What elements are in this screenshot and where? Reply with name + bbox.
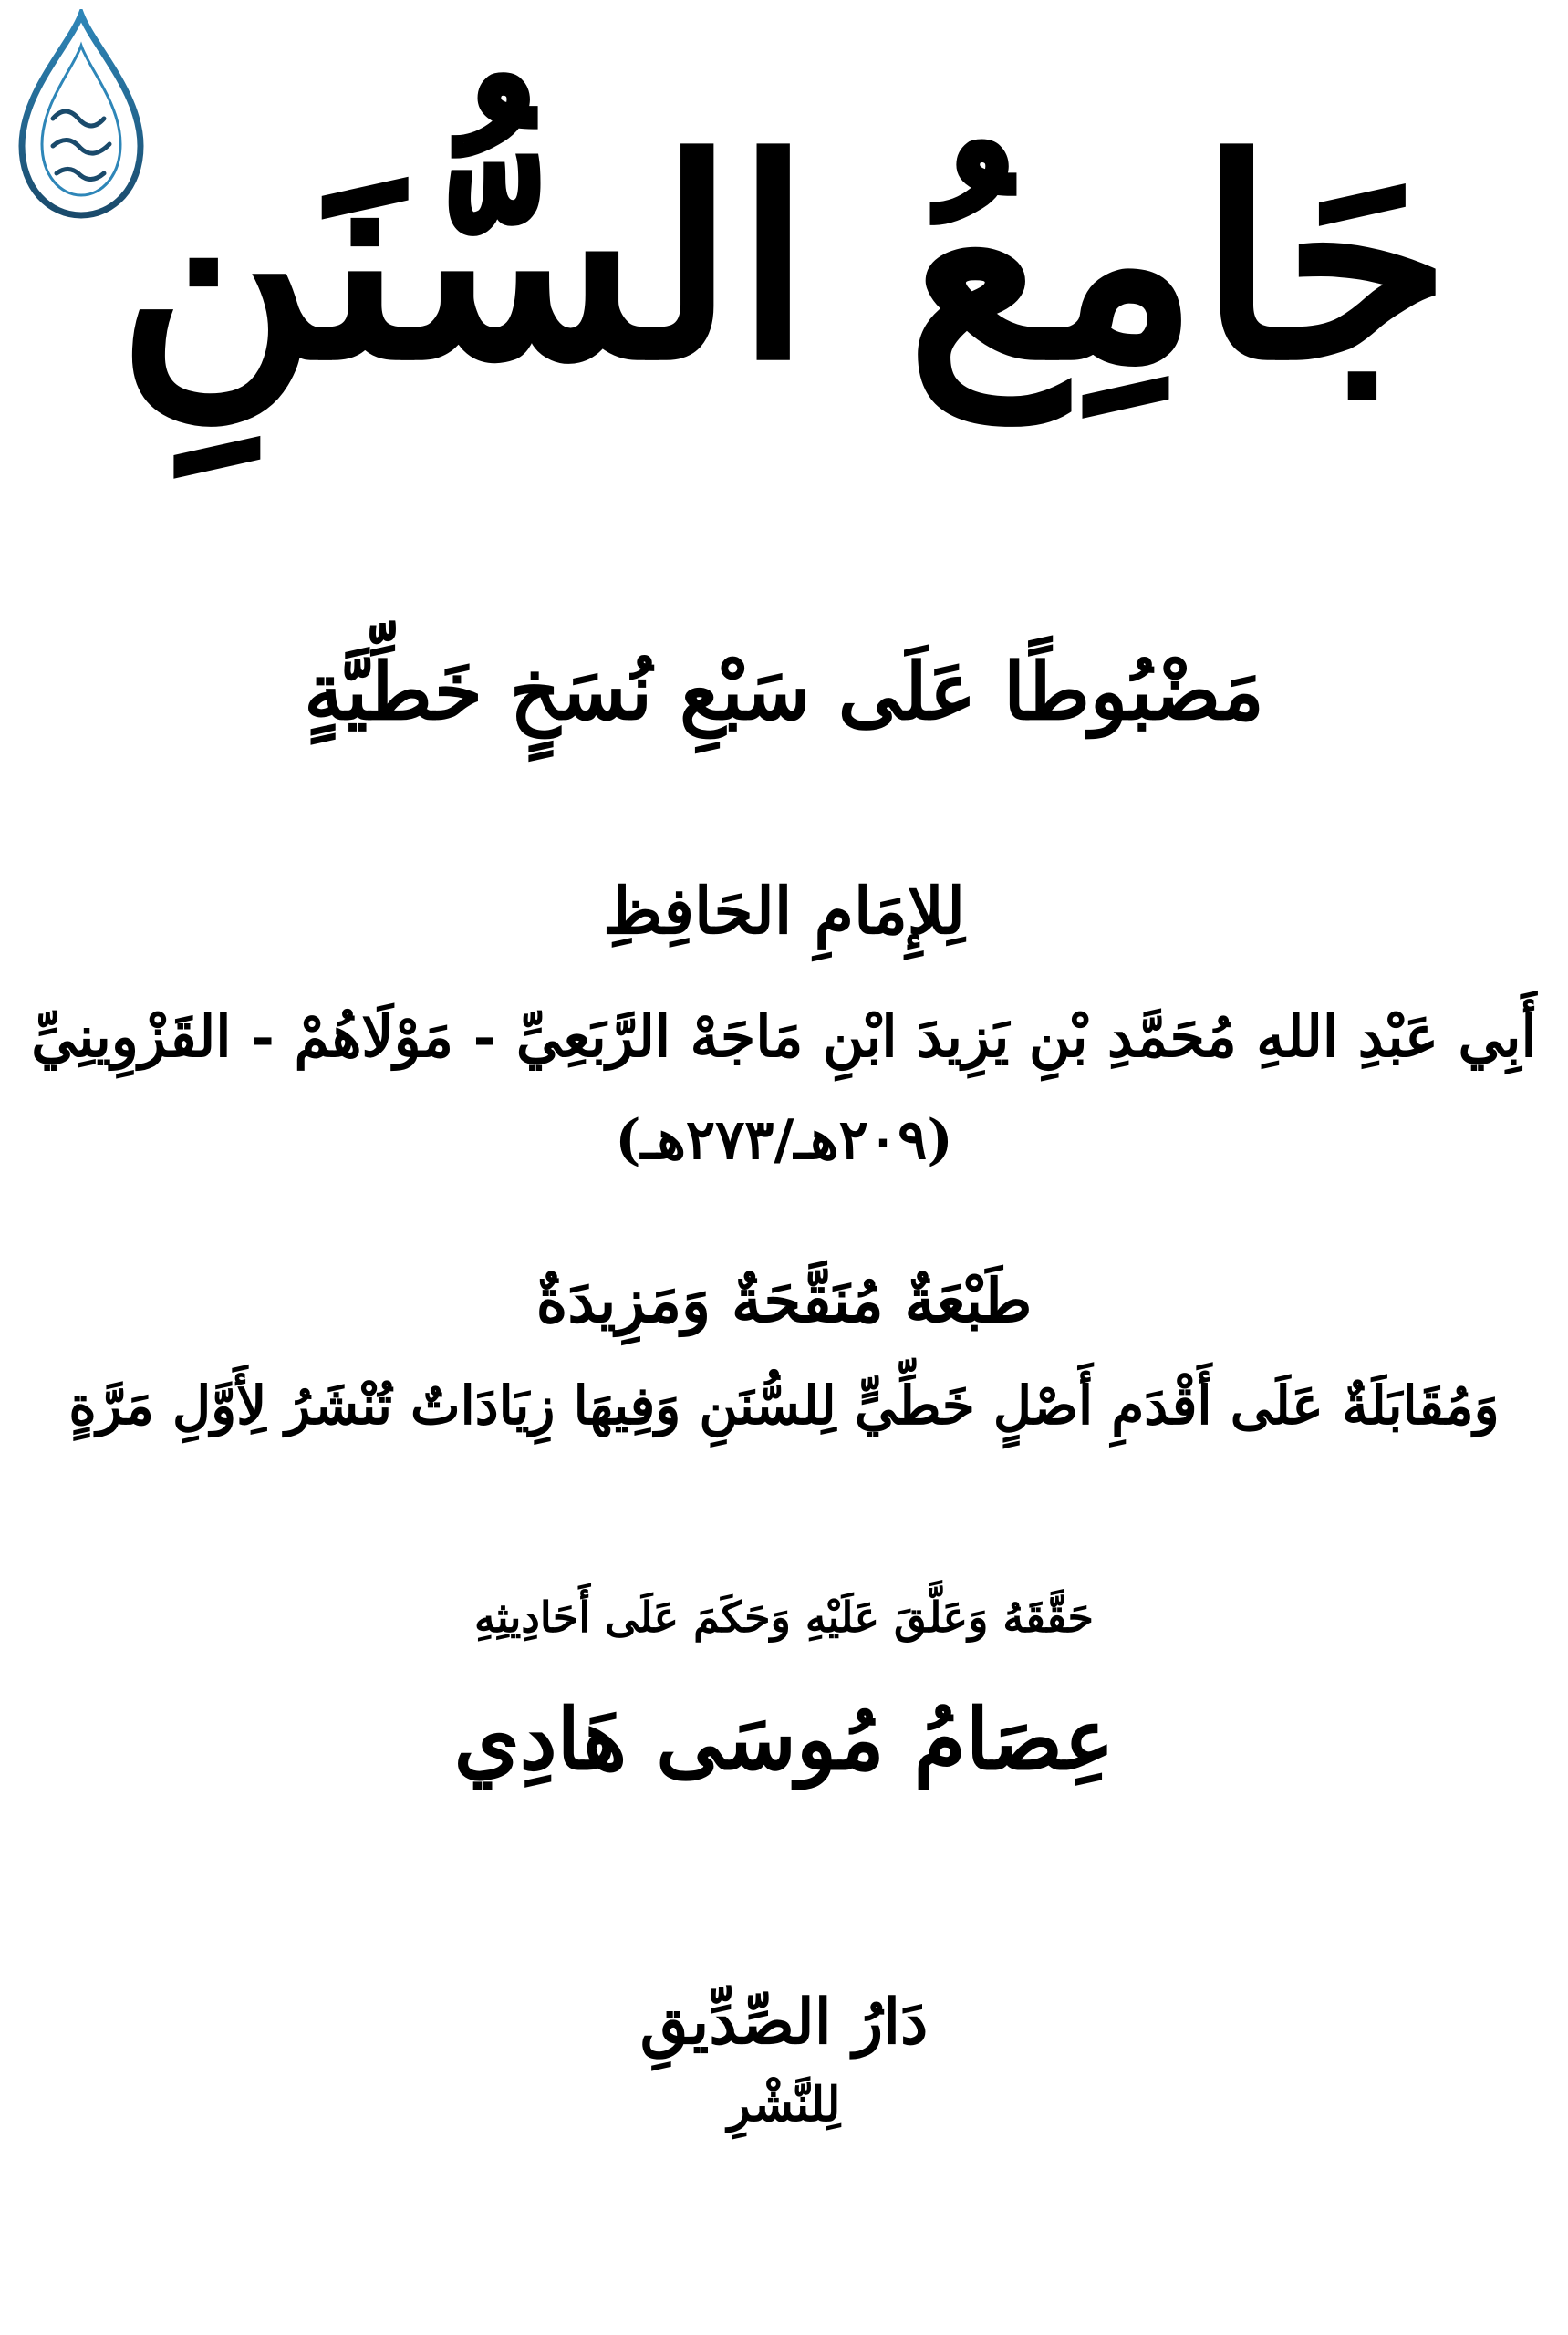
editor-name: عِصَامُ مُوسَى هَادِي xyxy=(453,1690,1115,1789)
edition-note: وَمُقَابَلَةٌ عَلَى أَقْدَمِ أَصْلٍ خَطِّيٍّ لِلسُّنَنِ وَفِيهَا زِيَادَاتٌ تُنْشَرُ لِأَوَّلِ مَرَّةٍ xyxy=(68,1375,1500,1437)
publisher-name: دَارُ الصِّدِّيقِ xyxy=(639,1986,929,2059)
author-dates: (٢٠٩هـ/٢٧٣هـ) xyxy=(615,1108,953,1172)
author-name: أَبِي عَبْدِ اللهِ مُحَمَّدِ بْنِ يَزِيدَ ابْنِ مَاجَهْ الرَّبَعِيِّ - مَوْلَاهُمْ - القَزْوِينِيِّ xyxy=(31,1003,1537,1070)
author-prefix: لِلإِمَامِ الحَافِظِ xyxy=(603,873,965,949)
book-subtitle: مَضْبُوطًا عَلَى سَبْعِ نُسَخٍ خَطِّيَّةٍ xyxy=(304,646,1264,738)
book-title: جَامِعُ السُّنَنِ xyxy=(117,99,1451,420)
edition-label: طَبْعَةٌ مُنَقَّحَةٌ وَمَزِيدَةٌ xyxy=(535,1265,1033,1336)
publisher-subtitle: لِلنَّشْرِ xyxy=(727,2077,841,2133)
editor-role: حَقَّقَهُ وَعَلَّقَ عَلَيْهِ وَحَكَمَ عَلَى أَحَادِيثِهِ xyxy=(474,1593,1094,1642)
